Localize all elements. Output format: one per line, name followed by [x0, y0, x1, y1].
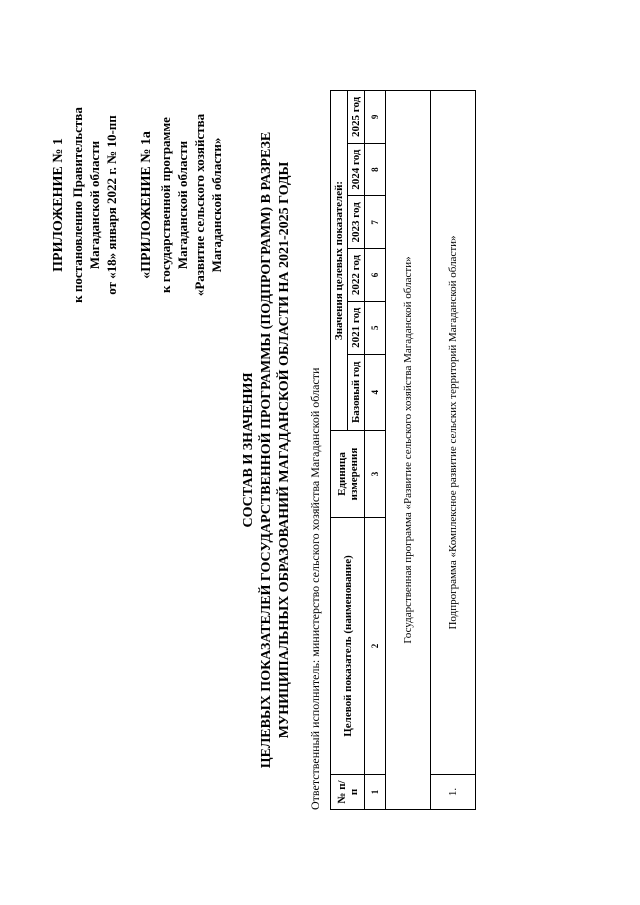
appendix1a-title: «ПРИЛОЖЕНИЕ № 1а	[139, 131, 154, 279]
column-number: 7	[365, 196, 386, 249]
subprogram-title: Подпрограмма «Комплексное развитие сельских территорий Магаданской области»	[431, 91, 476, 775]
column-number: 6	[365, 249, 386, 302]
appendix1a-line: к государственной программе	[158, 117, 173, 293]
appendix1a-line: Магаданской области»	[209, 137, 224, 273]
appendix1-line: от «18» января 2022 г. № 10-пп	[104, 115, 119, 295]
appendix1-line: к постановлению Правительства	[70, 107, 85, 303]
title-line: СОСТАВ И ЗНАЧЕНИЯ	[241, 372, 256, 528]
rotated-landscape-content	[40, 60, 600, 840]
year-col-header: 2025 год	[348, 91, 365, 144]
appendix1a-line: Магаданской области	[175, 140, 190, 270]
column-number: 1	[365, 775, 386, 810]
appendix1-line: Магаданской области	[87, 140, 102, 270]
column-number: 8	[365, 143, 386, 196]
year-col-header: 2022 год	[348, 249, 365, 302]
col-indicator-header: Целевой показатель (наименование)	[331, 518, 365, 775]
col-num-header: № п/п	[331, 775, 365, 810]
col-unit-header: Единица измерения	[331, 431, 365, 518]
table-header-row	[331, 91, 348, 810]
program-row	[386, 91, 431, 810]
program-title: Государственная программа «Развитие сельского хозяйства Магаданской области»	[386, 91, 431, 810]
document-title	[240, 60, 294, 840]
column-number: 3	[365, 431, 386, 518]
appendix-block	[50, 60, 225, 350]
subprogram-number: 1.	[431, 775, 476, 810]
year-col-header: 2023 год	[348, 196, 365, 249]
appendix1a-line: «Развитие сельского хозяйства	[192, 113, 207, 297]
numbering-row	[365, 91, 386, 810]
column-number: 4	[365, 354, 386, 430]
title-line: МУНИЦИПАЛЬНЫХ ОБРАЗОВАНИЙ МАГАДАНСКОЙ ОБЛАСТИ НА 2021-2025 ГОДЫ	[277, 161, 292, 739]
values-group-header: Значения целевых показателей:	[331, 91, 348, 431]
appendix1-title: ПРИЛОЖЕНИЕ № 1	[51, 138, 66, 272]
year-col-header: Базовый год	[348, 354, 365, 430]
indicators-table	[330, 90, 476, 810]
title-line: ЦЕЛЕВЫХ ПОКАЗАТЕЛЕЙ ГОСУДАРСТВЕННОЙ ПРОГРАММЫ (ПОДПРОГРАММ) В РАЗРЕЗЕ	[259, 131, 274, 769]
executor-line: Ответственный исполнитель: министерство сельского хозяйства Магаданской области	[308, 367, 322, 810]
column-number: 9	[365, 91, 386, 144]
column-number: 5	[365, 301, 386, 354]
column-number: 2	[365, 518, 386, 775]
year-col-header: 2021 год	[348, 301, 365, 354]
year-col-header: 2024 год	[348, 143, 365, 196]
subprogram-row	[431, 91, 476, 810]
